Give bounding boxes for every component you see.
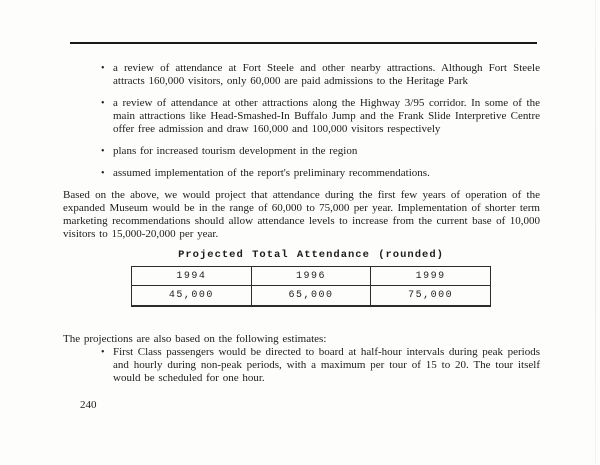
- table-header-cell: 1994: [132, 267, 252, 286]
- table-title: Projected Total Attendance (rounded): [178, 249, 444, 261]
- bullet-text: assumed implementation of the report's preliminary recommendations.: [113, 167, 430, 179]
- attendance-table: [131, 266, 491, 307]
- page-number: 240: [80, 399, 97, 411]
- bullet-item: [63, 346, 540, 385]
- attendance-table-block: [131, 249, 491, 307]
- bullet-text: a review of attendance at other attractions along the Highway 3/95 corridor. In some of the main attractions like Head-Smashed-In Buffalo Jump and the Frank Slide Interpretive Centre offer free admission and draw 160,000 and 100,000 visitors respectively: [113, 97, 540, 135]
- bullet-icon: •: [101, 98, 105, 109]
- bullet-text: First Class passengers would be directed to board at half-hour intervals during peak periods and hourly during non-peak periods, with a maximum per tour of 15 to 20. The tour itself would be scheduled for one hour.: [113, 346, 540, 384]
- bullet-item: [63, 167, 540, 180]
- bullet-item: [63, 145, 540, 158]
- table-header-row: [132, 267, 491, 286]
- page-content: [63, 62, 540, 394]
- estimates-intro-paragraph: The projections are also based on the following estimates:: [63, 333, 327, 345]
- projection-paragraph: Based on the above, we would project that attendance during the first few years of operation of the expanded Museum would be in the range of 60,000 to 75,000 per year. Implementation of shorter term marketing recommendations should allow attendance levels to increase from the current base of 10,000 visitors to 15,000-20,000 per year.: [63, 189, 540, 240]
- bullet-text: a review of attendance at Fort Steele and other nearby attractions. Although Fort Steele attracts 160,000 visitors, only 60,000 are paid admissions to the Heritage Park: [113, 62, 540, 87]
- table-row: [132, 286, 491, 307]
- table-header-cell: 1999: [371, 267, 491, 286]
- bullet-icon: •: [101, 63, 105, 74]
- table-cell: 65,000: [251, 286, 371, 307]
- estimates-list: [63, 346, 540, 385]
- table-cell: 45,000: [132, 286, 252, 307]
- scan-edge-artifact: [595, 0, 596, 465]
- table-header-cell: 1996: [251, 267, 371, 286]
- bullet-icon: •: [101, 347, 105, 358]
- attendance-review-list: [63, 62, 540, 180]
- bullet-icon: •: [101, 146, 105, 157]
- bullet-item: [63, 97, 540, 136]
- table-cell: 75,000: [371, 286, 491, 307]
- bullet-icon: •: [101, 168, 105, 179]
- bullet-item: [63, 62, 540, 88]
- bullet-text: plans for increased tourism development in the region: [113, 145, 358, 157]
- horizontal-rule: [70, 42, 537, 44]
